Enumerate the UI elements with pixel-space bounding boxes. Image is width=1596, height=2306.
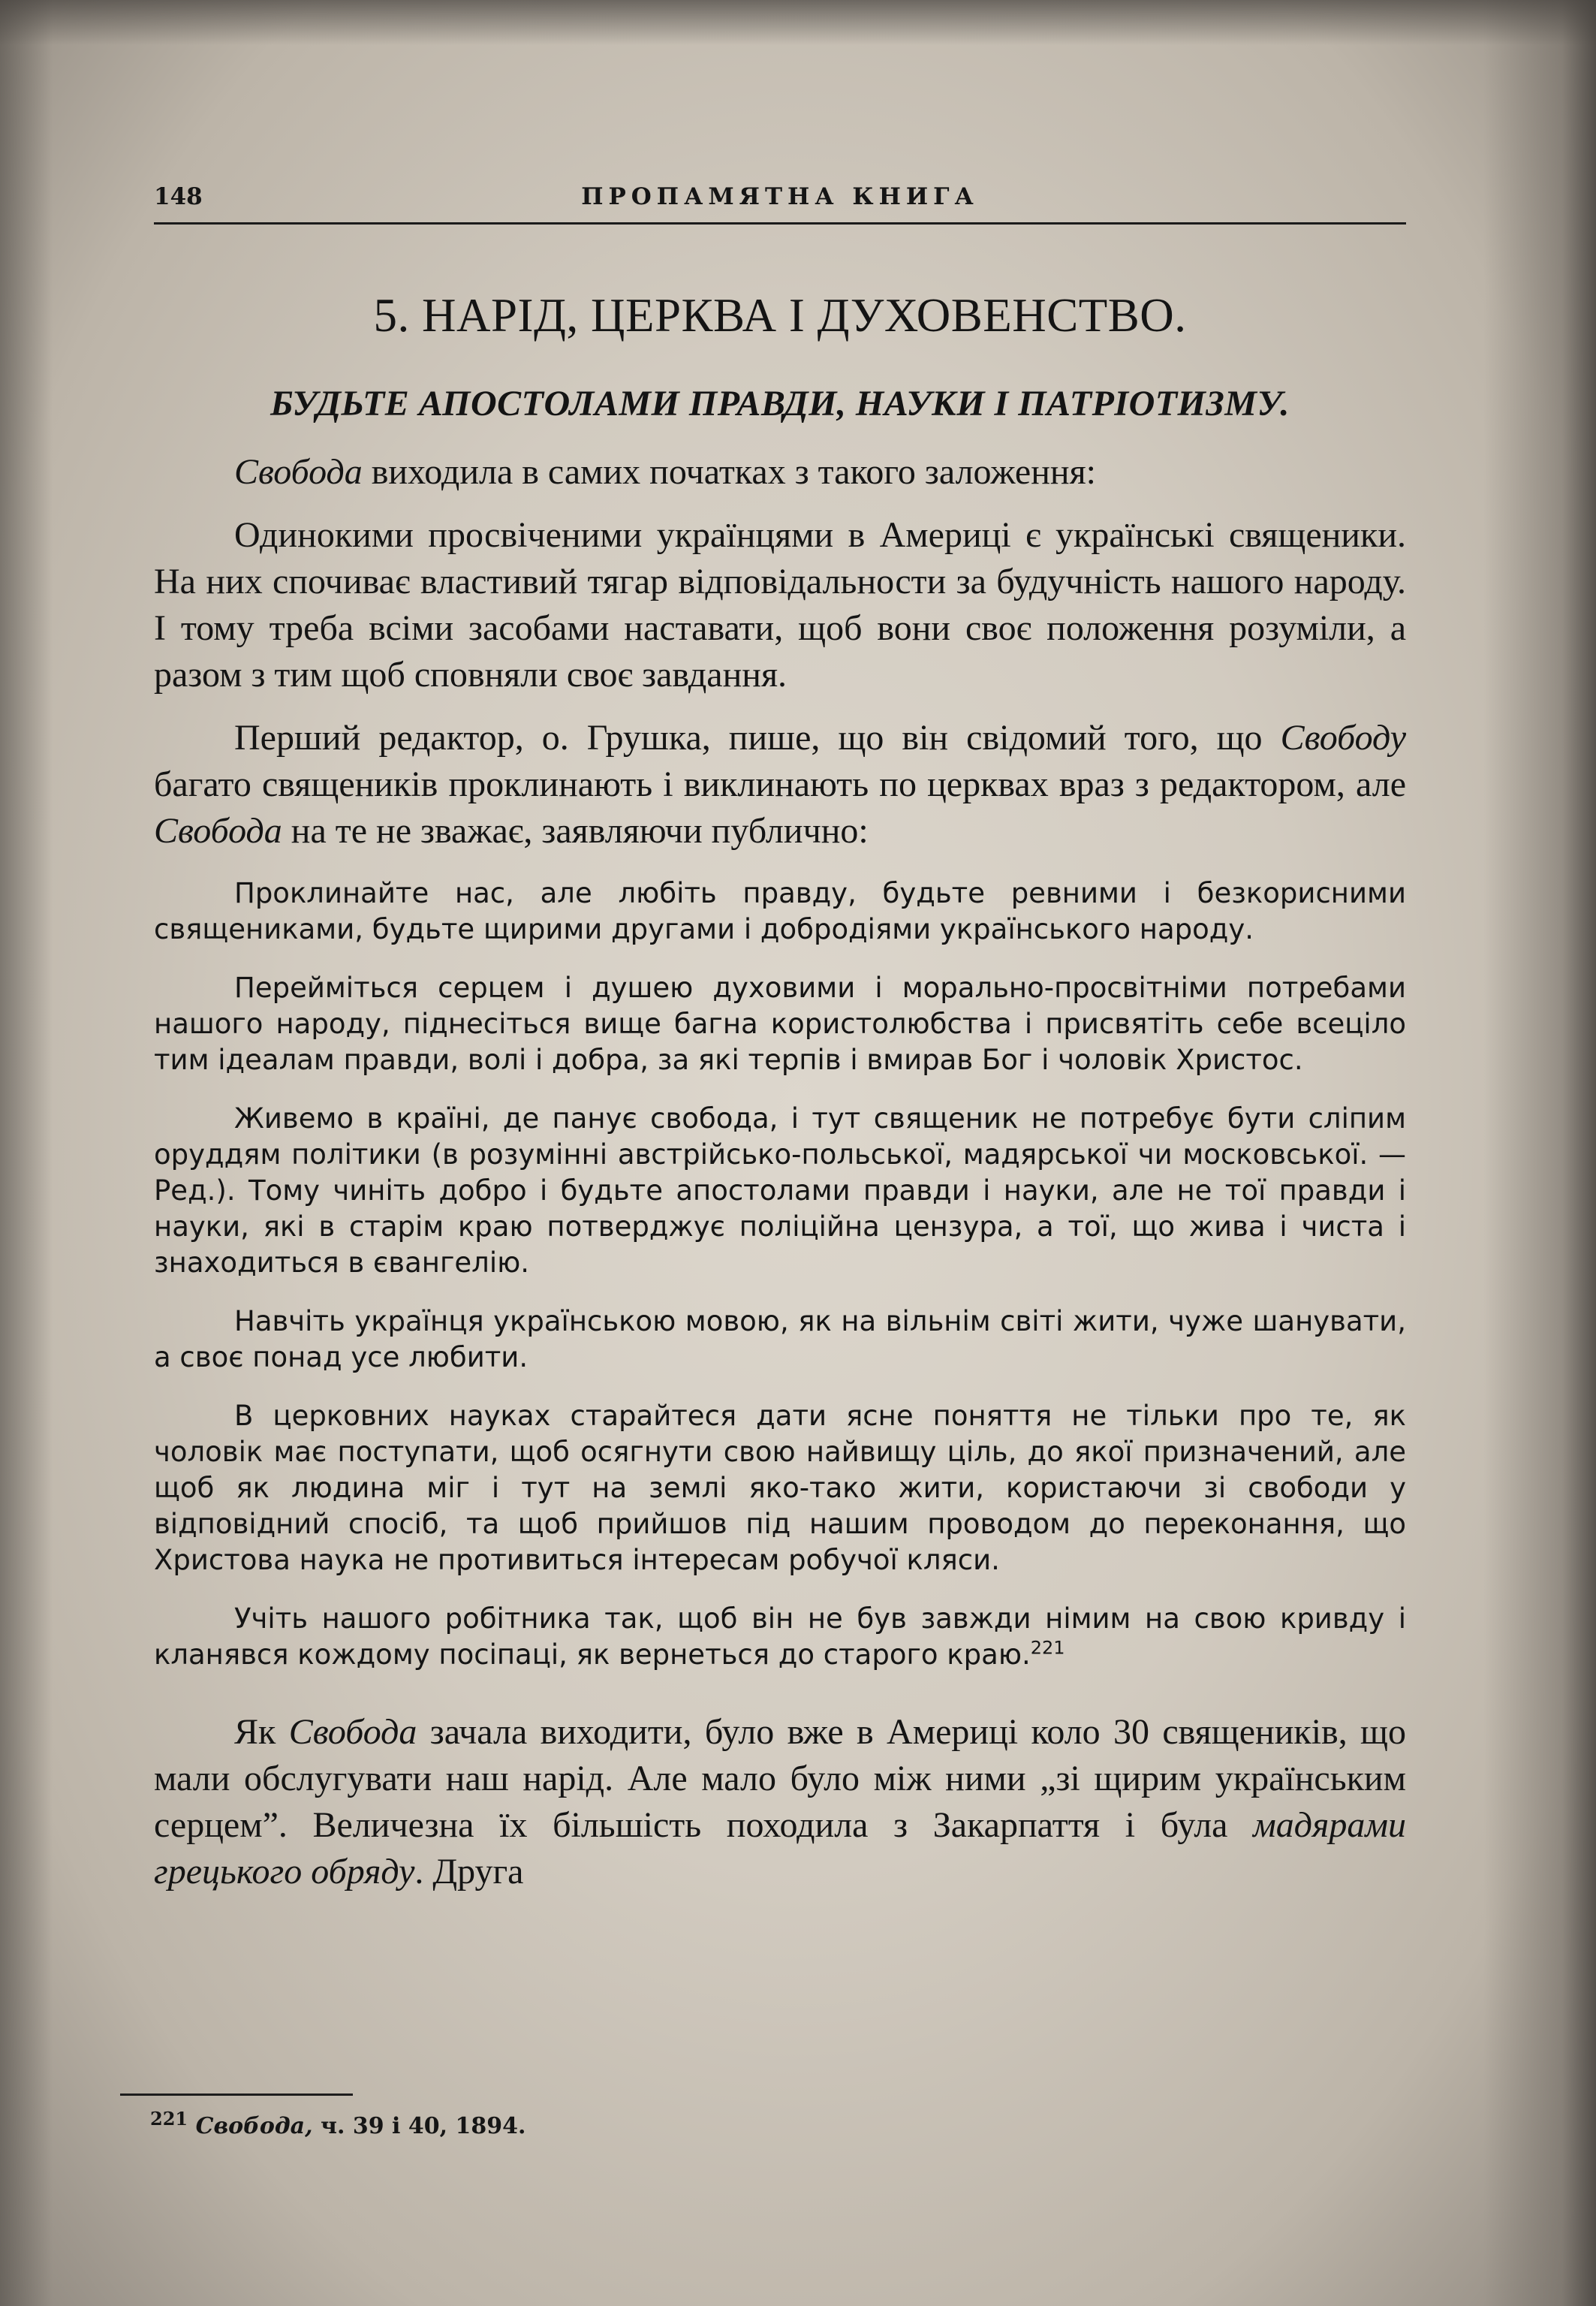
paragraph-editor — [154, 715, 1406, 855]
footnote-number: 221 — [150, 2108, 188, 2130]
quote-paragraph-3: Живемо в країні, де панує свобода, і тут священик не потребує бути сліпим оруддям політики (в розумінні австрійсько-польської, мадярської чи московської. — Ред.). Тому чиніть добро і будьте апостолами правди і науки, але не тої правди і науки, які в старім краю потверджує поліційна цензура, а тої, що жива і чиста і знаходиться в євангелію. — [154, 1102, 1406, 1279]
quote-paragraph-2: Перейміться серцем і душею духовими і морально-просвітніми потребами нашого народу, піднесіться вище багна користолюбства і присвятіть себе всеціло тим ідеалам правди, волі і добра, за які терпів і вмирав Бог і чоловік Христос. — [154, 972, 1406, 1076]
paragraph-intro — [154, 449, 1406, 496]
page-shadow-top — [0, 0, 1596, 45]
quote-paragraph-5: В церковних науках старайтеся дати ясне поняття не тільки про те, як чоловік має поступати, щоб осягнути свою найвищу ціль, до якої призначений, але щоб як людина міг і тут на землі яко-тако жити, користаючи зі свободи у відповідний спосіб, та щоб прийшов під нашим проводом до переконання, що Христова наука не противиться інтересам робучої кляси. — [154, 1400, 1406, 1576]
newspaper-name: Свободу — [1280, 718, 1406, 758]
page-number: 148 — [154, 183, 203, 210]
main-text — [154, 285, 1406, 1895]
paragraph-priests: Одинокими просвіченими українцями в Америці є українські священики. На них спочиває властивий тягар відповідальности за будучність нашого народу. І тому треба всіми засобами наставати, щоб вони своє положення розуміли, а разом з тим щоб сповняли своє завдання. — [154, 515, 1406, 695]
footnote-reference: 221 — [1030, 1637, 1065, 1659]
quote-paragraph-1: Проклинайте нас, але любіть правду, будьте ревними і безкорисними священиками, будьте щирими другами і добродіями українського народу. — [154, 877, 1406, 945]
newspaper-name: Свобода — [288, 1712, 417, 1752]
paragraph-text: . Друга — [414, 1852, 524, 1892]
page-shadow-left — [0, 0, 53, 2306]
quote-text: Учіть нашого робітника так, щоб він не був завжди німим на свою кривду і кланявся кождому посіпаці, як вернеться до старого краю. — [154, 1602, 1406, 1671]
paragraph-text: багато священиків проклинають і виклинають по церквах враз з редактором, але — [154, 764, 1406, 804]
paragraph-text: зачала виходити, було вже в Америці коло 30 священиків, що мали обслугувати наш нарід. Але мало було між ними „зі щирим українським серцем”. Величезна їх більшість походила з Закарпаття і була — [154, 1712, 1406, 1845]
footnote-details: ч. 39 і 40, 1894. — [312, 2113, 526, 2139]
quote-paragraph-6 — [154, 1601, 1406, 1673]
section-title: БУДЬТЕ АПОСТОЛАМИ ПРАВДИ, НАУКИ І ПАТРІОТИЗМУ. — [270, 384, 1290, 424]
page-shadow-right — [1483, 0, 1596, 2306]
chapter-title: 5. НАРІД, ЦЕРКВА І ДУХОВЕНСТВО. — [373, 289, 1187, 342]
footnote — [150, 2108, 1351, 2142]
newspaper-name: Свобода — [234, 452, 363, 492]
running-header — [154, 177, 1406, 225]
footnote-source: Свобода, — [195, 2113, 313, 2139]
paragraph-text: на те не зважає, заявляючи публично: — [282, 811, 869, 851]
running-title: ПРОПАМЯТНА КНИГА — [581, 183, 979, 210]
paragraph-text: Перший редактор, о. Грушка, пише, що він свідомий того, що — [234, 718, 1281, 758]
paragraph-text: Як — [234, 1712, 289, 1752]
footnote-divider — [120, 2093, 353, 2096]
paragraph-closing — [154, 1709, 1406, 1895]
quote-paragraph-4: Навчіть українця українською мовою, як на вільнім світі жити, чуже шанувати, а своє понад усе любити. — [154, 1305, 1406, 1373]
paragraph-text: виходила в самих початках з такого заложення: — [362, 452, 1096, 492]
newspaper-name: Свобода — [154, 811, 282, 851]
emphasis-text: мадярами грецького обряду — [154, 1805, 1406, 1892]
